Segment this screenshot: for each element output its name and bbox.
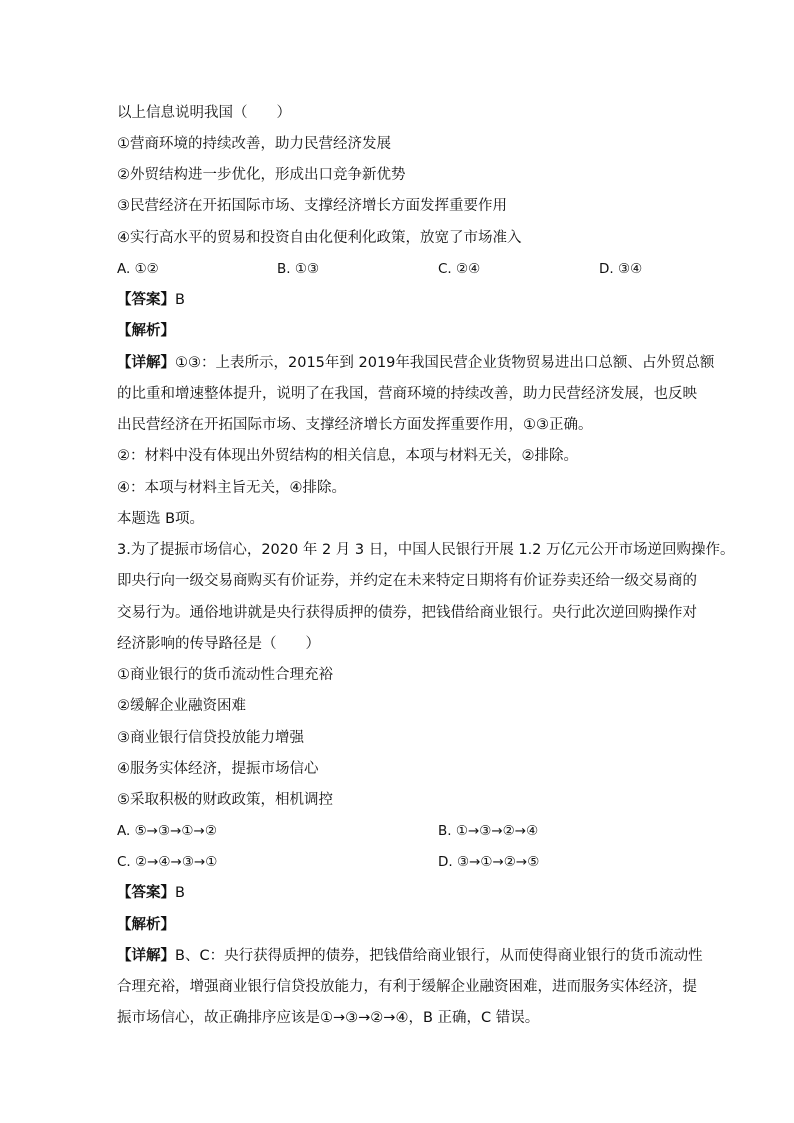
q3-detail-line-3: 振市场信心，故正确排序应该是①→③→②→④，B 正确，C 错误。	[117, 1010, 540, 1026]
q2-detail-line-5: ④：本项与材料主旨无关，④排除。	[117, 480, 346, 496]
answer-value: B	[175, 292, 185, 308]
q3-option-a: A. ⑤→③→①→②	[117, 823, 217, 839]
detail-label: 【详解】	[117, 355, 175, 371]
q2-detail-line-2: 的比重和增速整体提升，说明了在我国，营商环境的持续改善，助力民营经济发展，也反映	[117, 386, 697, 402]
q3-stem-line-1: 3.为了提振市场信心，2020 年 2 月 3 日，中国人民银行开展 1.2 万亿元公开市场逆回购操作。	[117, 542, 735, 558]
answer-label: 【答案】	[117, 292, 175, 308]
detail-text: ①③：上表所示，2015年到 2019年我国民营企业货物贸易进出口总额、占外贸总额	[175, 355, 715, 371]
q3-stem-line-4: 经济影响的传导路径是（ ）	[117, 636, 320, 652]
q2-option-b: B. ①③	[277, 261, 320, 277]
answer-value: B	[175, 885, 185, 901]
detail-text: B、C：央行获得质押的债券，把钱借给商业银行，从而使得商业银行的货币流动性	[175, 948, 703, 964]
q3-item-1: ①商业银行的货币流动性合理充裕	[117, 667, 333, 683]
q3-option-b: B. ①→③→②→④	[438, 823, 539, 839]
q2-option-d: D. ③④	[599, 261, 643, 277]
q3-analysis-label: 【解析】	[117, 917, 175, 933]
q2-detail-line-1	[117, 354, 714, 372]
q3-answer	[117, 884, 185, 902]
q3-option-c: C. ②→④→③→①	[117, 854, 218, 870]
q2-analysis-label: 【解析】	[117, 323, 175, 339]
q3-item-5: ⑤采取积极的财政政策，相机调控	[117, 792, 333, 808]
q3-detail-line-2: 合理充裕，增强商业银行信贷投放能力，有利于缓解企业融资困难，进而服务实体经济，提	[117, 979, 697, 995]
q2-item-1: ①营商环境的持续改善，助力民营经济发展	[117, 136, 391, 152]
detail-label: 【详解】	[117, 948, 175, 964]
answer-label: 【答案】	[117, 885, 175, 901]
q3-option-d: D. ③→①→②→⑤	[438, 854, 540, 870]
q2-option-a: A. ①②	[117, 261, 159, 277]
q2-item-2: ②外贸结构进一步优化，形成出口竞争新优势	[117, 167, 406, 183]
q3-detail-line-1	[117, 947, 703, 965]
q2-option-c: C. ②④	[438, 261, 481, 277]
q3-item-3: ③商业银行信贷投放能力增强	[117, 730, 304, 746]
q3-stem-line-3: 交易行为。通俗地讲就是央行获得质押的债券，把钱借给商业银行。央行此次逆回购操作对	[117, 605, 697, 621]
q2-item-4: ④实行高水平的贸易和投资自由化便利化政策，放宽了市场准入	[117, 230, 522, 246]
q2-answer	[117, 291, 185, 309]
q3-stem-line-2: 即央行向一级交易商购买有价证券，并约定在未来特定日期将有价证券卖还给一级交易商的	[117, 573, 697, 589]
q3-item-2: ②缓解企业融资困难	[117, 698, 246, 714]
q2-item-3: ③民营经济在开拓国际市场、支撑经济增长方面发挥重要作用	[117, 198, 507, 214]
q2-detail-line-4: ②：材料中没有体现出外贸结构的相关信息，本项与材料无关，②排除。	[117, 448, 578, 464]
q2-stem: 以上信息说明我国（ ）	[117, 105, 291, 121]
q2-detail-line-3: 出民营经济在开拓国际市场、支撑经济增长方面发挥重要作用，①③正确。	[117, 417, 593, 433]
q3-item-4: ④服务实体经济，提振市场信心	[117, 761, 319, 777]
q2-conclusion: 本题选 B项。	[117, 511, 205, 527]
